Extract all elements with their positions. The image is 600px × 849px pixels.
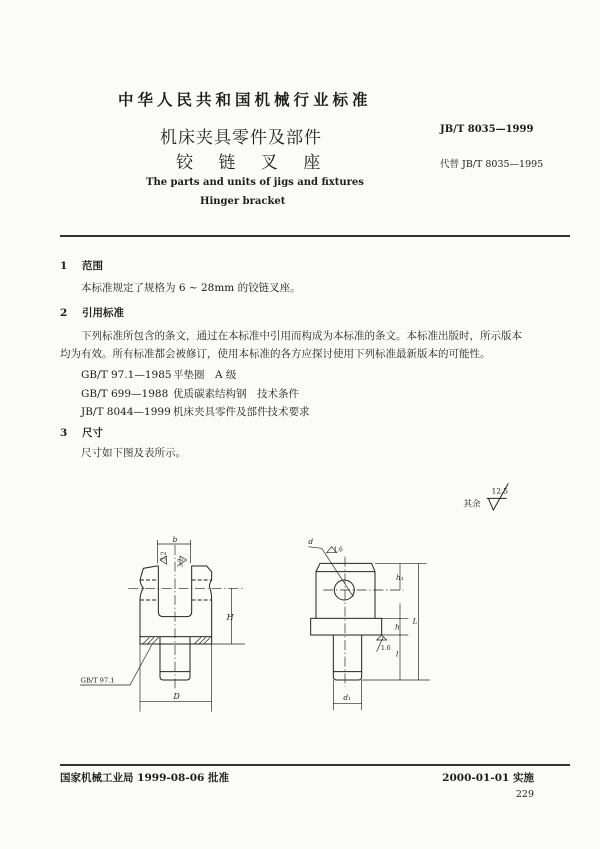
- reference-item: [81, 367, 236, 382]
- dimension-d-label: d: [308, 537, 314, 546]
- reference-title: 机床夹具零件及部件技术要求: [173, 406, 310, 418]
- dimension-D-label: D: [173, 692, 180, 701]
- section-1-heading: [60, 258, 103, 273]
- dimension-h1-label: h₁: [396, 573, 404, 582]
- effective-date: 2000-01-01 实施: [442, 772, 534, 784]
- roughness-hole: 1.6: [333, 546, 343, 554]
- page-number: 229: [515, 789, 534, 800]
- section-1-text: 本标准规定了规格为 6 ~ 28mm 的铰链叉座。: [81, 282, 301, 294]
- section-number: 1: [60, 260, 68, 272]
- roughness-slot-right: 3.2: [177, 558, 185, 568]
- reference-item: [81, 404, 310, 419]
- section-3-text: 尺寸如下图及表所示。: [81, 447, 186, 459]
- roughness-note: 其余: [463, 499, 481, 510]
- reference-title: 优质碳素结构钢 技术条件: [173, 388, 299, 400]
- section-number: 3: [60, 427, 68, 439]
- reference-title: 平垫圈 A 级: [173, 369, 237, 381]
- section-title: 引用标准: [82, 307, 124, 319]
- issuing-body-heading: 中华人民共和国机械行业标准: [118, 91, 372, 109]
- roughness-default-value: 12.5: [491, 486, 508, 496]
- front-view: [80, 535, 245, 712]
- reference-item: [81, 386, 299, 401]
- reference-code: JB/T 8044—1999: [81, 406, 171, 418]
- washer-standard-label: GB/T 97.1: [80, 676, 115, 685]
- replaces-standard: 代替 JB/T 8035—1995: [440, 159, 544, 170]
- section-title: 尺寸: [82, 427, 103, 439]
- dimension-H-label: H: [226, 613, 234, 622]
- document-subtitle-en: Hinger bracket: [200, 196, 286, 207]
- section-3-heading: [60, 425, 103, 440]
- technical-drawing: [60, 480, 520, 730]
- roughness-flange: 1.6: [381, 645, 391, 652]
- section-title: 范围: [82, 260, 103, 272]
- dimension-b-label: b: [172, 535, 178, 544]
- section-2-text-line2: 均为有效。所有标准都会被修订，使用本标准的各方应探讨使用下列标准最新版本的可能性。: [60, 348, 491, 360]
- roughness-slot-left: 3.2: [160, 551, 168, 561]
- standard-code: JB/T 8035—1999: [440, 124, 534, 135]
- dimension-L-label: L: [412, 616, 418, 626]
- header-divider: [60, 235, 570, 237]
- dimension-h-label: h: [395, 622, 400, 632]
- dimension-d1-label: d₁: [343, 693, 351, 702]
- section-2-heading: [60, 305, 124, 320]
- document-subtitle-cn: 铰 链 叉 座: [176, 153, 331, 173]
- reference-code: GB/T 97.1—1985: [81, 369, 172, 381]
- approval-note: 国家机械工业局 1999-08-06 批准: [60, 772, 229, 784]
- document-title-en: The parts and units of jigs and fixtures: [146, 177, 364, 188]
- section-2-text-line1: 下列标准所包含的条文，通过在本标准中引用而构成为本标准的条文。本标准出版时，所示版本: [81, 330, 522, 342]
- reference-code: GB/T 699—1988: [81, 388, 169, 400]
- dimension-l-label: l: [396, 649, 399, 659]
- document-title-cn: 机床夹具零件及部件: [160, 128, 322, 148]
- footer-divider: [60, 764, 570, 766]
- side-view: [308, 537, 430, 710]
- section-number: 2: [60, 307, 68, 319]
